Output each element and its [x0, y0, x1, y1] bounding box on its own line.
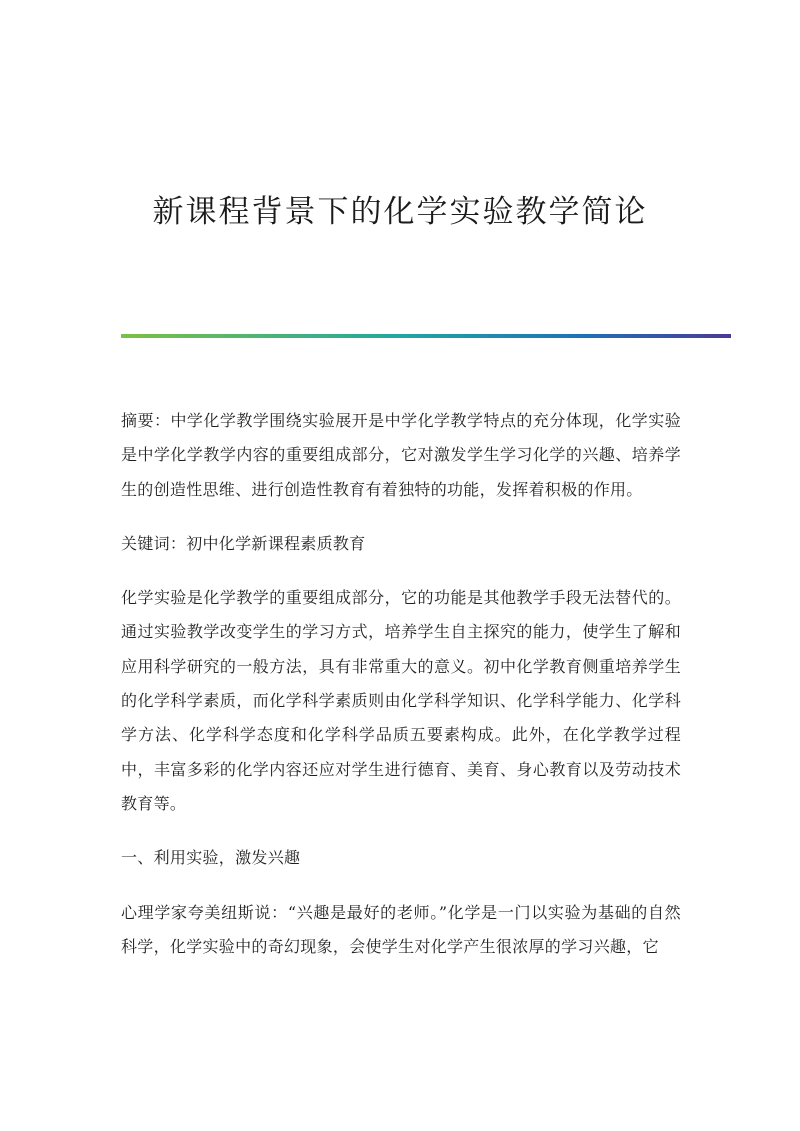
gradient-divider: [121, 334, 731, 338]
abstract-text: 中学化学教学围绕实验展开是中学化学教学特点的充分体现，化学实验是中学化学教学内容的重要组成部分，它对激发学生学习化学的兴趣、培养学生的创造性思维、进行创造性教育有着独特的功能，发挥着积极的作用。: [121, 411, 681, 499]
document-title: 新课程背景下的化学实验教学简论: [152, 194, 648, 230]
keywords-paragraph: [121, 527, 681, 561]
keywords-label: 关键词：: [121, 533, 187, 553]
body-paragraph-2: 心理学家夸美纽斯说：“兴趣是最好的老师。”化学是一门以实验为基础的自然科学，化学实验中的奇幻现象，会使学生对化学产生很浓厚的学习兴趣，它: [121, 902, 681, 956]
abstract-label: 摘要：: [121, 411, 171, 430]
keywords-text: 初中化学新课程素质教育: [186, 533, 366, 553]
document-body: [121, 404, 681, 984]
section-heading-1: 一、利用实验，激发兴趣: [121, 848, 301, 868]
body-paragraph-1: 化学实验是化学教学的重要组成部分，它的功能是其他教学手段无法替代的。通过实验教学改变学生的学习方式，培养学生自主探究的能力，使学生了解和应用科学研究的一般方法，具有非常重大的意义。初中化学教育侧重培养学生的化学科学素质，而化学科学素质则由化学科学知识、化学科学能力、化学科学方法、化学科学态度和化学科学品质五要素构成。此外，在化学教学过程中，丰富多彩的化学内容还应对学生进行德育、美育、身心教育以及劳动技术教育等。: [121, 588, 681, 813]
abstract-paragraph: [121, 404, 681, 507]
